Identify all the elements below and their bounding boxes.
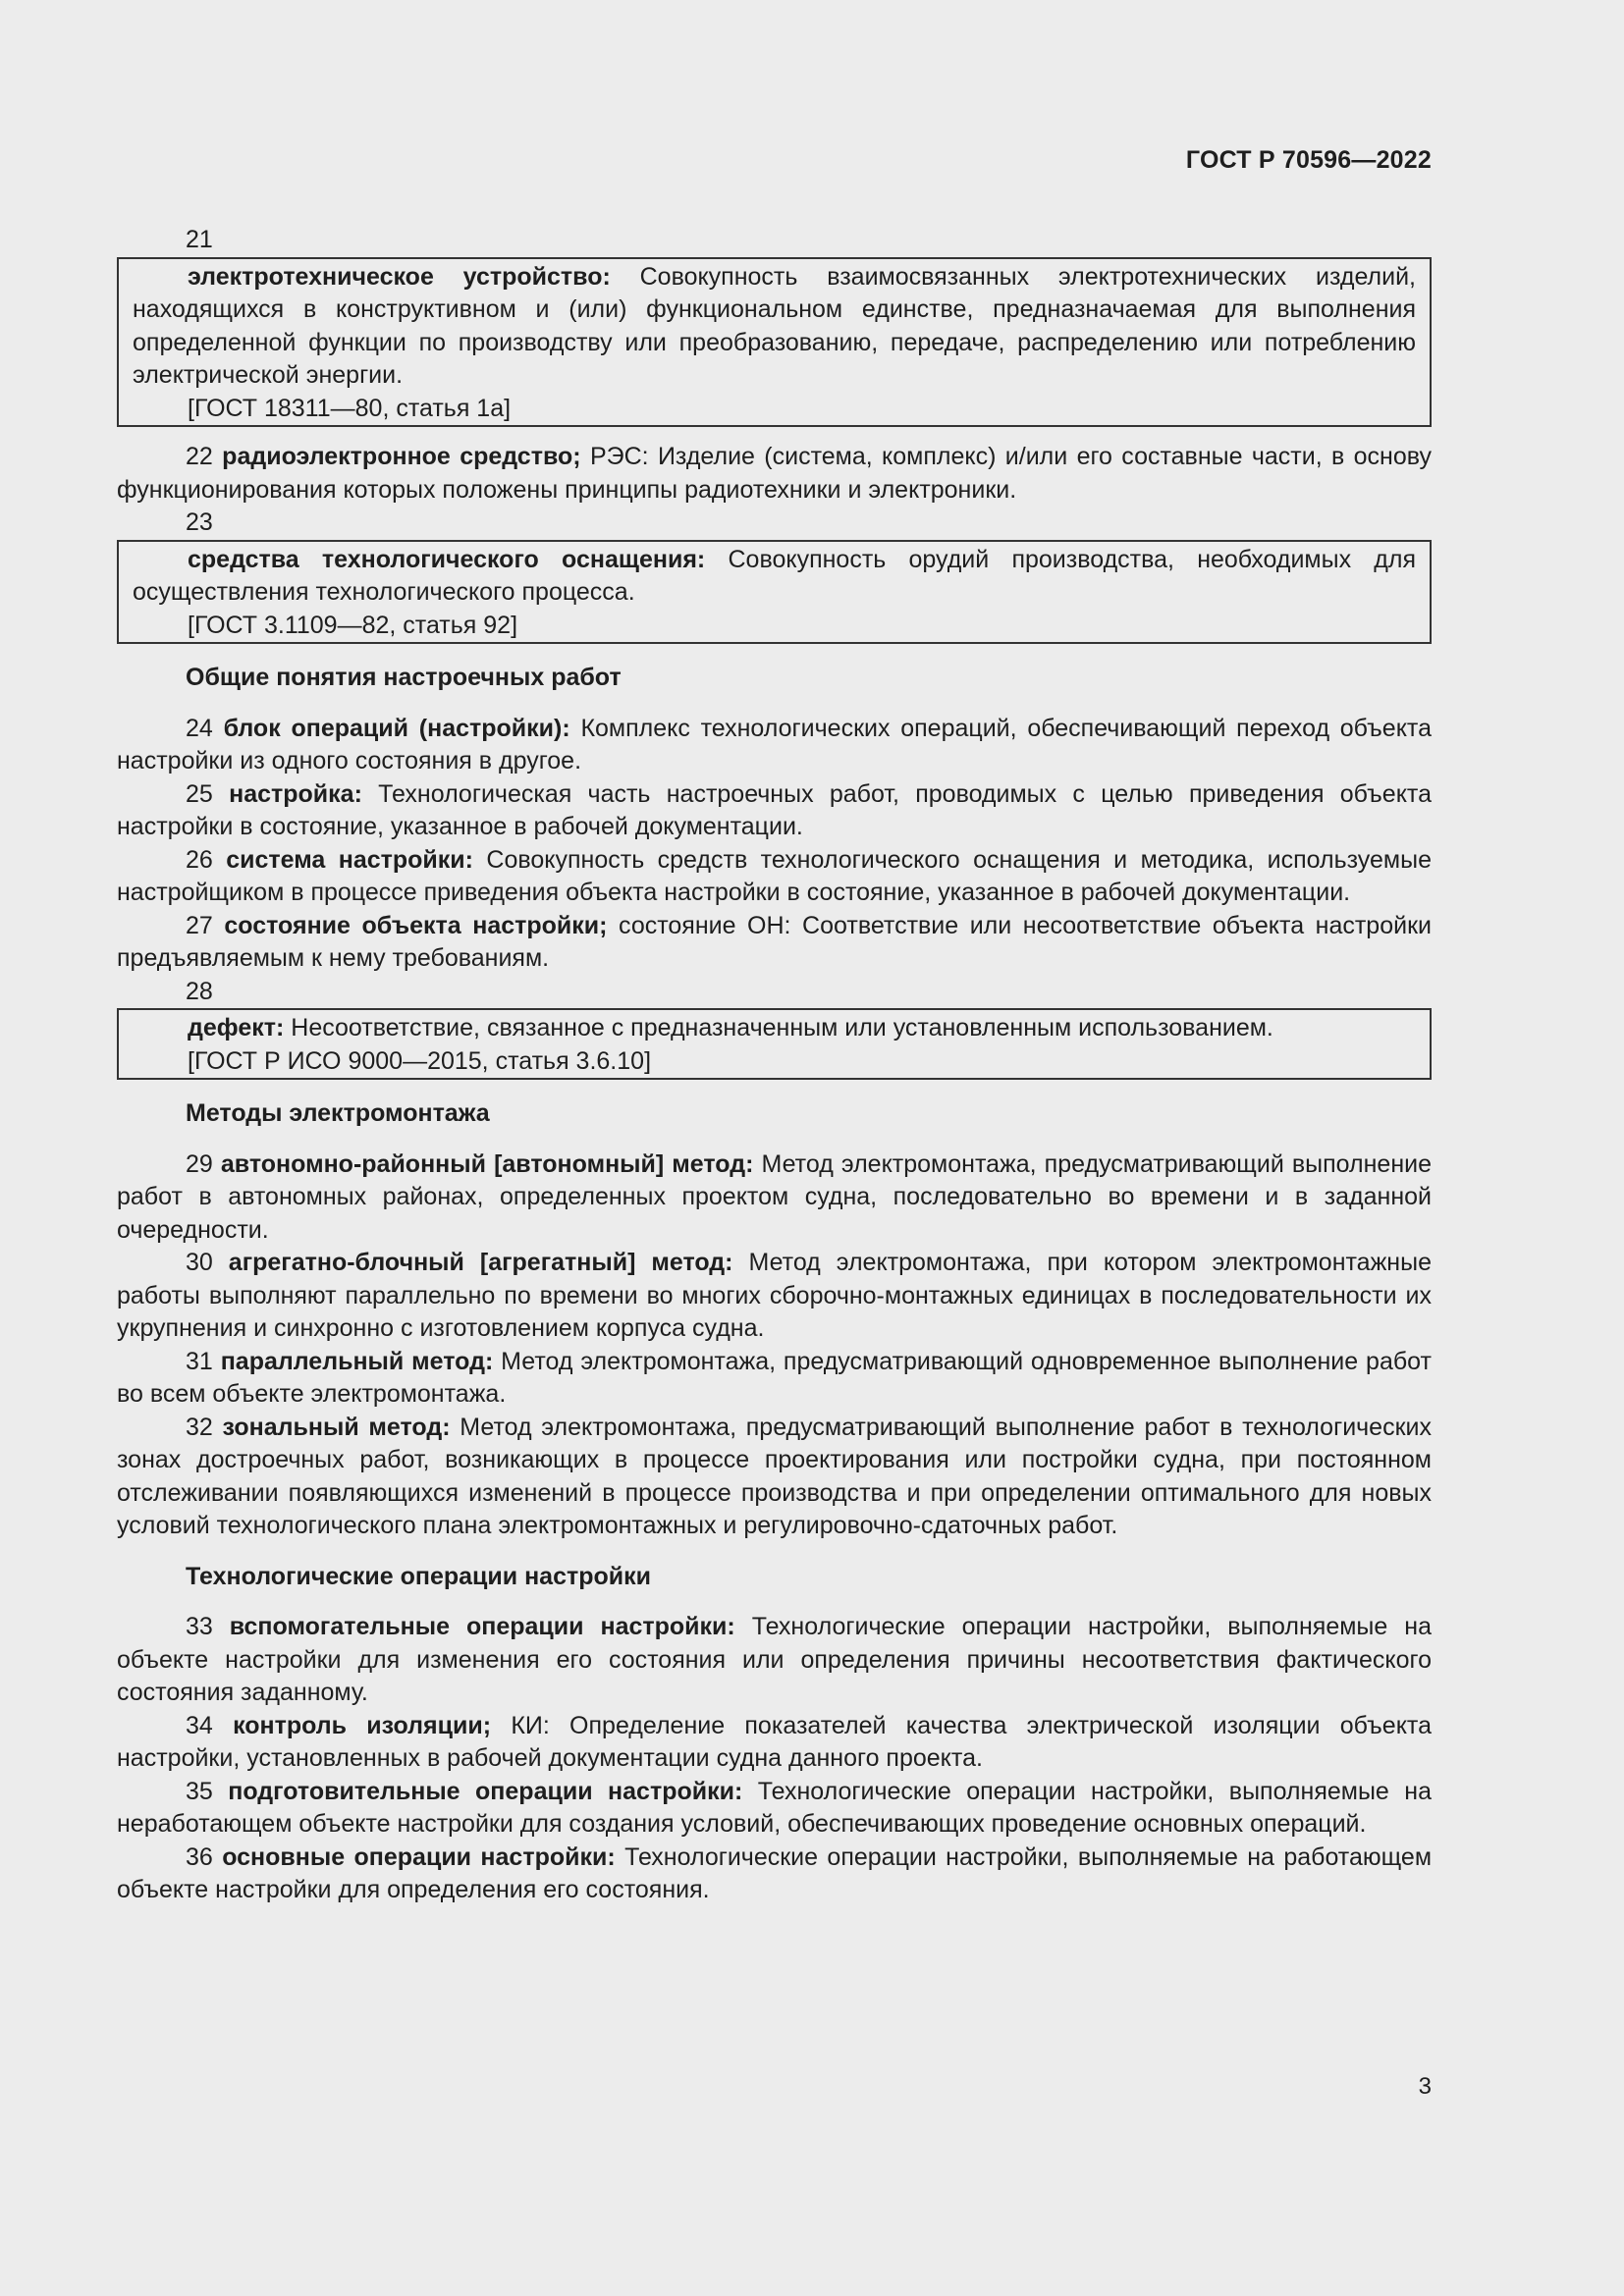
definition-text-30: Метод электромонтажа, при котором электромонтажные работы выполняют параллельно по времени во многих сборочно-монтажных единицах в последовательности их укрупнения и синхронно с изготовлением корпуса судна. xyxy=(117,1249,1432,1342)
entry-number-34: 34 xyxy=(186,1711,234,1739)
definition-text-28: Несоответствие, связанное с предназначенным или установленным использованием. xyxy=(284,1014,1273,1041)
entry-number-21: 21 xyxy=(186,226,213,253)
term-35: подготовительные операции настройки: xyxy=(228,1777,743,1805)
entry-number-27: 27 xyxy=(186,911,225,939)
definition-29 xyxy=(117,1148,1432,1248)
definition-27 xyxy=(117,910,1432,976)
term-36: основные операции настройки: xyxy=(222,1842,616,1871)
definition-33 xyxy=(117,1611,1432,1710)
page-number: 3 xyxy=(1418,2073,1432,2100)
entry-number-30: 30 xyxy=(186,1249,229,1276)
term-33: вспомогательные операции настройки: xyxy=(229,1613,735,1640)
entry-number-25: 25 xyxy=(186,779,230,808)
entry-number-36: 36 xyxy=(186,1842,223,1871)
definition-text-27: состояние ОН: Соответствие или несоответствие объекта настройки предъявляемым к нему требованиям. xyxy=(117,911,1432,972)
quoted-definition-box-21 xyxy=(117,257,1432,428)
definition-34 xyxy=(117,1710,1432,1776)
definition-source-28: [ГОСТ Р ИСО 9000—2015, статья 3.6.10] xyxy=(188,1046,652,1075)
term-29: автономно-районный [автономный] метод: xyxy=(220,1149,754,1178)
definition-25 xyxy=(117,778,1432,844)
definition-text-33: Технологические операции настройки, выполняемые на объекте настройки для изменения его состояния или определения причины несоответствия фактического состояния заданному. xyxy=(117,1613,1432,1706)
definition-text-26: Совокупность средств технологического оснащения и методика, используемые настройщиком в процессе приведения объекта настройки в состояние, указанное в рабочей документации. xyxy=(117,845,1432,906)
definition-text-36: Технологические операции настройки, выполняемые на работающем объекте настройки для определения его состояния. xyxy=(117,1842,1433,1903)
section-heading-electrical-installation-methods: Методы электромонтажа xyxy=(186,1099,490,1127)
definition-text-29: Метод электромонтажа, предусматривающий выполнение работ в автономных районах, определенных проектом судна, последовательно во времени и в заданной очередности. xyxy=(117,1149,1432,1244)
definition-text-31: Метод электромонтажа, предусматривающий одновременное выполнение работ во всем объекте электромонтажа. xyxy=(117,1347,1432,1408)
definition-36 xyxy=(117,1842,1432,1907)
section-heading-technological-operations: Технологические операции настройки xyxy=(186,1562,652,1590)
term-24: блок операций (настройки): xyxy=(223,714,570,742)
definition-23 xyxy=(133,544,1416,610)
definition-text-34: КИ: Определение показателей качества электрической изоляции объекта настройки, установленных в рабочей документации судна данного проекта. xyxy=(117,1711,1432,1772)
definition-26 xyxy=(117,844,1432,910)
definition-source-23: [ГОСТ 3.1109—82, статья 92] xyxy=(188,611,518,639)
term-22: радиоэлектронное средство; xyxy=(222,443,581,470)
definition-31 xyxy=(117,1346,1432,1412)
term-21: электротехническое устройство: xyxy=(188,262,611,291)
definition-30 xyxy=(117,1247,1432,1346)
term-27: состояние объекта настройки; xyxy=(224,911,608,939)
entry-number-32: 32 xyxy=(186,1413,223,1441)
definition-text-25: Технологическая часть настроечных работ, проводимых с целью приведения объекта настройки в состояние, указанное в рабочей документации. xyxy=(117,779,1432,840)
definition-text-22: РЭС: Изделие (система, комплекс) и/или его составные части, в основу функционирования которых положены принципы радиотехники и электроники. xyxy=(117,443,1432,504)
definition-24 xyxy=(117,713,1432,778)
definition-source-21: [ГОСТ 18311—80, статья 1а] xyxy=(188,394,512,422)
term-25: настройка: xyxy=(229,779,362,808)
definition-22 xyxy=(117,441,1432,507)
definition-text-23: Совокупность орудий производства, необходимых для осуществления технологического процесса. xyxy=(133,545,1417,606)
quoted-definition-box-28 xyxy=(117,1008,1432,1080)
entry-number-24: 24 xyxy=(186,714,224,742)
definition-text-24: Комплекс технологических операций, обеспечивающий переход объекта настройки из одного состояния в другое. xyxy=(117,714,1432,774)
entry-number-33: 33 xyxy=(186,1613,230,1640)
entry-number-28: 28 xyxy=(186,977,213,1005)
term-26: система настройки: xyxy=(226,845,473,874)
term-32: зональный метод: xyxy=(222,1413,451,1441)
entry-number-22: 22 xyxy=(186,443,223,470)
definition-32 xyxy=(117,1412,1432,1543)
quoted-definition-box-23 xyxy=(117,540,1432,645)
document-content xyxy=(117,224,1432,1907)
entry-number-29: 29 xyxy=(186,1149,221,1178)
term-31: параллельный метод: xyxy=(220,1347,494,1375)
definition-text-35: Технологические операции настройки, выполняемые на неработающем объекте настройки для создания условий, обеспечивающих проведение основных операций. xyxy=(117,1777,1432,1838)
term-23: средства технологического оснащения: xyxy=(188,545,706,573)
entry-number-26: 26 xyxy=(186,845,227,874)
definition-35 xyxy=(117,1776,1432,1842)
term-28: дефект: xyxy=(188,1014,285,1041)
definition-28 xyxy=(133,1012,1416,1045)
section-heading-general-concepts: Общие понятия настроечных работ xyxy=(186,664,622,691)
definition-21 xyxy=(133,261,1416,393)
definition-text-21: Совокупность взаимосвязанных электротехнических изделий, находящихся в конструктивном и (или) функциональном единстве, предназначаемая для выполнения определенной функции по производству или преобразованию, передаче, распределению или потреблению электрической энергии. xyxy=(133,262,1416,389)
entry-number-31: 31 xyxy=(186,1347,221,1375)
entry-number-35: 35 xyxy=(186,1777,229,1805)
document-id-header: ГОСТ Р 70596—2022 xyxy=(1185,146,1432,174)
definition-text-32: Метод электромонтажа, предусматривающий выполнение работ в технологических зонах достроечных работ, возникающих в процессе проектирования или постройки судна, при постоянном отслеживании появляющихся изменений в процессе производства и при определении оптимального для новых условий технологического плана электромонтажных и регулировочно-сдаточных работ. xyxy=(117,1413,1432,1539)
entry-number-23: 23 xyxy=(186,508,213,536)
term-34: контроль изоляции; xyxy=(233,1711,492,1739)
term-30: агрегатно-блочный [агрегатный] метод: xyxy=(228,1249,733,1276)
